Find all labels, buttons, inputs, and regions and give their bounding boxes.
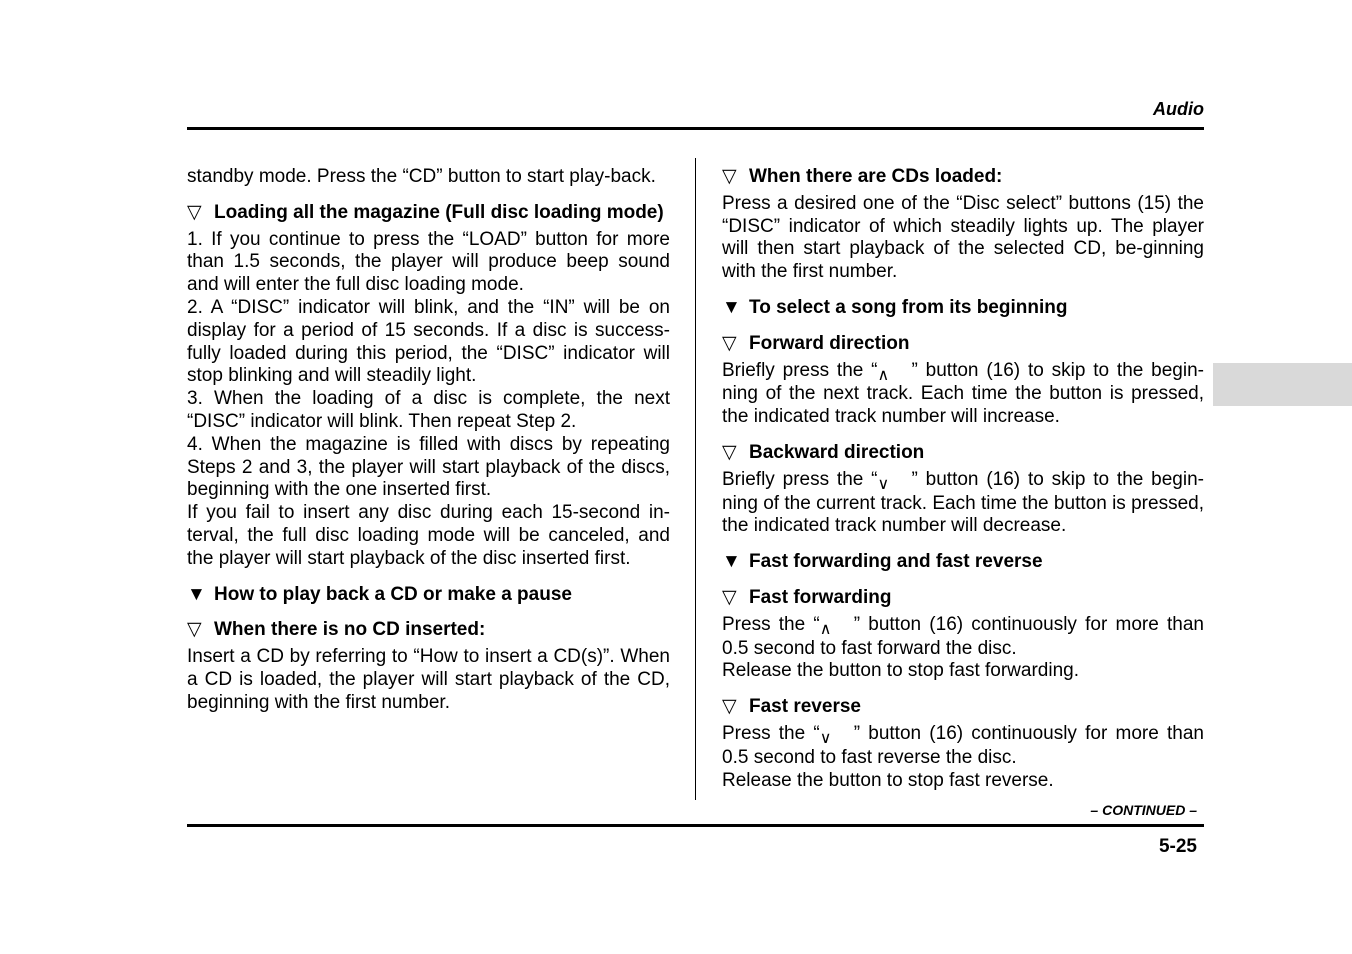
- solid-triangle-icon: ▼: [722, 551, 741, 573]
- heading-forward-direction: [722, 333, 1204, 356]
- header-rule: [187, 127, 1204, 130]
- page-number: 5-25: [1158, 836, 1197, 857]
- down-button-icon: ∨: [819, 729, 832, 747]
- text-fragment: ” button (16) to skip to the begin-ning of the next track. Each time the button is pressed, the indicated track number will increase.: [722, 359, 1204, 428]
- step-3: 3. When the loading of a disc is complete, the next “DISC” indicator will blink. Then repeat Step 2.: [187, 388, 670, 432]
- fail-note: If you fail to insert any disc during each 15-second in-terval, the full disc loading mode will be canceled, and the player will start playback of the disc inserted first.: [187, 502, 670, 569]
- hollow-triangle-icon: ▽: [722, 166, 737, 187]
- heading-text: When there is no CD inserted:: [214, 619, 486, 641]
- fast-reverse-release: Release the button to stop fast reverse.: [722, 769, 1054, 791]
- column-divider: [695, 158, 696, 800]
- heading-full-disc-loading: [187, 202, 670, 225]
- heading-text: To select a song from its beginning: [749, 296, 1068, 318]
- heading-select-song: [722, 297, 1204, 320]
- heading-fast-forwarding: [722, 587, 1204, 610]
- heading-text: Backward direction: [749, 441, 925, 463]
- heading-text: Fast forwarding and fast reverse: [749, 551, 1043, 573]
- heading-fast-reverse: [722, 696, 1204, 719]
- heading-no-cd: [187, 619, 670, 642]
- text-fragment: Briefly press the “: [722, 359, 878, 381]
- heading-text: Forward direction: [749, 332, 910, 354]
- hollow-triangle-icon: ▽: [187, 201, 202, 223]
- text-fragment: ” button (16) to skip to the begin-ning of the current track. Each time the button is pressed, the indicated track number will decrease.: [722, 468, 1204, 537]
- text-fragment: Press the “: [722, 613, 820, 635]
- no-cd-paragraph: Insert a CD by referring to “How to insert a CD(s)”. When a CD is loaded, the player will start playback of the CD, beginning with the first number.: [187, 646, 670, 713]
- section-title: Audio: [1153, 99, 1204, 119]
- fast-forward-release: Release the button to stop fast forwarding.: [722, 660, 1079, 682]
- right-column: [722, 166, 1204, 792]
- fast-forward-paragraph: [722, 614, 1204, 661]
- intro-paragraph: standby mode. Press the “CD” button to start play-back.: [187, 166, 656, 187]
- text-fragment: ” button (16) continuously for more than 0.5 second to fast forward the disc.: [722, 613, 1204, 659]
- solid-triangle-icon: ▼: [187, 583, 206, 605]
- heading-text: Loading all the magazine (Full disc loading mode): [214, 201, 664, 223]
- cds-loaded-paragraph: Press a desired one of the “Disc select” buttons (15) the “DISC” indicator of which steadily lights up. The player will then start playback of the selected CD, be-ginning with the first number.: [722, 192, 1204, 283]
- heading-backward-direction: [722, 442, 1204, 465]
- step-1: 1. If you continue to press the “LOAD” button for more than 1.5 seconds, the player will produce beep sound and will enter the full disc loading mode.: [187, 228, 670, 296]
- heading-playback: [187, 584, 670, 607]
- hollow-triangle-icon: ▽: [722, 586, 737, 608]
- text-fragment: Briefly press the “: [722, 468, 878, 490]
- hollow-triangle-icon: ▽: [722, 441, 737, 463]
- solid-triangle-icon: ▼: [722, 296, 741, 318]
- continued-label: – CONTINUED –: [1090, 802, 1197, 818]
- up-button-icon: ∧: [877, 366, 890, 384]
- footer-rule: [187, 824, 1204, 827]
- up-button-icon: ∧: [819, 620, 832, 638]
- fast-reverse-paragraph: [722, 723, 1204, 770]
- left-column: [187, 166, 670, 715]
- hollow-triangle-icon: ▽: [722, 696, 737, 718]
- down-button-icon: ∨: [877, 475, 890, 493]
- heading-text: When there are CDs loaded:: [749, 166, 1003, 187]
- heading-text: Fast reverse: [749, 696, 861, 718]
- heading-fast-forward-reverse: [722, 551, 1204, 574]
- step-4: 4. When the magazine is filled with discs by repeating Steps 2 and 3, the player will start playback of the discs, beginning with the one inserted first.: [187, 433, 670, 501]
- section-tab: [1213, 363, 1352, 406]
- backward-paragraph: [722, 469, 1204, 538]
- forward-paragraph: [722, 360, 1204, 429]
- text-fragment: Press the “: [722, 722, 820, 744]
- hollow-triangle-icon: ▽: [722, 332, 737, 354]
- step-2: 2. A “DISC” indicator will blink, and the “IN” will be on display for a period of 15 seconds. If a disc is success-fully loaded during this period, the “DISC” indicator will stop blinking and will steadily light.: [187, 296, 670, 387]
- text-fragment: ” button (16) continuously for more than 0.5 second to fast reverse the disc.: [722, 722, 1204, 768]
- heading-cds-loaded: [722, 166, 1204, 189]
- heading-text: How to play back a CD or make a pause: [214, 583, 572, 605]
- hollow-triangle-icon: ▽: [187, 619, 202, 641]
- heading-text: Fast forwarding: [749, 586, 892, 608]
